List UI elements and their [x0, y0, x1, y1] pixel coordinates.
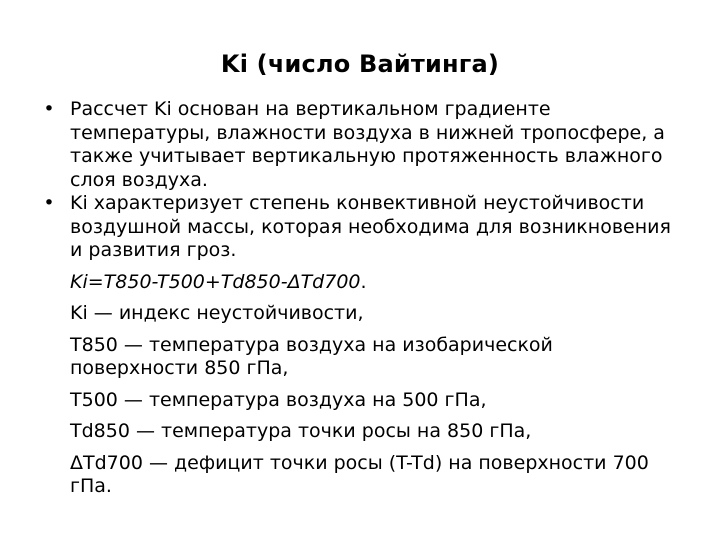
- bullet-item: [38, 98, 678, 192]
- formula-period: .: [360, 270, 367, 293]
- bullet-icon: •: [43, 98, 55, 120]
- formula-line: [38, 271, 678, 295]
- definition-line: T500 — температура воздуха на 500 гПа,: [70, 388, 487, 411]
- bullet-text: Ki характеризует степень конвективной неустойчивости воздушной массы, которая необходима для возникновения и развития гроз.: [70, 192, 671, 261]
- definition-line: Ki — индекс неустойчивости,: [70, 302, 364, 324]
- bullet-text: Рассчет Ki основан на вертикальном градиенте температуры, влажности воздуха в нижней тропосфере, а также учитывает вертикальную протяженность влажного слоя воздуха.: [70, 98, 665, 191]
- definition-line: Td850 — температура точки росы на 850 гПа,: [70, 420, 532, 442]
- slide-title: Ki (число Вайтинга): [220, 50, 500, 78]
- definition-line: T850 — температура воздуха на изобарической поверхности 850 гПа,: [70, 333, 553, 379]
- formula: Ki=T850-T500+Td850-ΔTd700: [70, 270, 361, 293]
- definition-line: ΔTd700 — дефицит точки росы (T-Td) на поверхности 700 гПа.: [70, 451, 649, 497]
- bullet-icon: •: [43, 192, 55, 214]
- bullet-item: [38, 192, 678, 263]
- slide-content: [38, 98, 678, 499]
